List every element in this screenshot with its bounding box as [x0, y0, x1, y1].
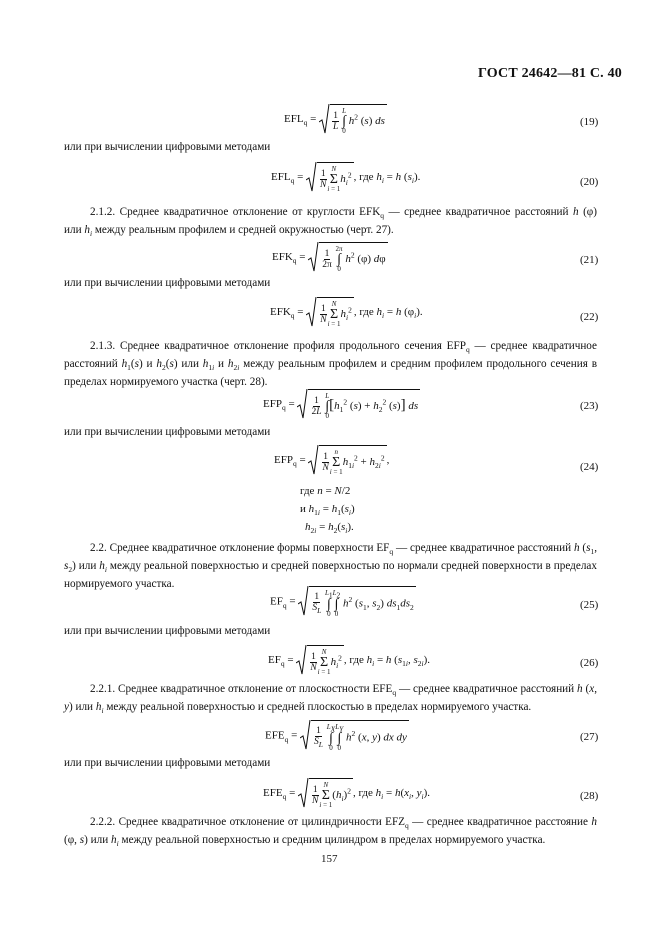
equation-number-19: (19) — [580, 116, 599, 128]
equation-number-24: (24) — [580, 461, 599, 473]
equation-number-27: (27) — [580, 731, 599, 743]
text-digital-methods-4: или при вычислении цифровыми методами — [64, 625, 271, 637]
equation-number-26: (26) — [580, 657, 599, 669]
paragraph-2-1-2: 2.1.2. Среднее квадратичное отклонение от круглости $EFK_q$ — среднее квадратичное расстояний h (φ) или $h_i$ между реальным профилем и средней окружностью (черт. 27). — [64, 206, 597, 239]
paragraph-2-1-3: 2.1.3. Среднее квадратичное отклонение профиля продольного сечения $EFP_q$ — среднее квадратичное расстояний $h_1(s)$ и $h_2(s)$ или $h_{1i}$ и $h_{2i}$ между реальным профилем и средним профилем продольного сечения в пределах нормируемого участка (черт. 28). — [64, 340, 597, 389]
equation-22: $EFK_q$ = $\frac{1}{N}$ N Σ i = 1 $h_i^2$ , где $h_i = h$ $(\varphi_i)$. — [270, 297, 423, 328]
equation-25: $EF_q$ = $\frac{1}{S_L}$ $L_1$ ∫ 0 $L_2$ ∫ 0 $h^2$ ($s_1$, $s_2$) $ds_1ds_2$ — [270, 586, 416, 618]
where-n-equals: где n = N/2 — [300, 485, 351, 497]
and-h1-equals: и $h_{1i} = h_1(s_i)$ — [300, 503, 355, 518]
page-header: ГОСТ 24642—81 С. 40 — [478, 66, 622, 81]
paragraph-2-2-2: 2.2.2. Среднее квадратичное отклонение от цилиндричности $EFZ_q$ — среднее квадратичное расстояние h (φ, s) или $h_i$ между реальной поверхностью и средним цилиндром в пределах нормируемого участка. — [64, 816, 597, 849]
equation-19: $EFL_q$ = $\frac{1}{L}$ L ∫ 0 $h^2$ (s) ds — [284, 104, 387, 135]
equation-number-23: (23) — [580, 400, 599, 412]
equation-28: $EFE_q$ = $\frac{1}{N}$ N Σ i = 1 $(h_i)^2$ , где $h_i = h(x_i$, $y_i$). — [263, 778, 430, 809]
text-digital-methods-3: или при вычислении цифровыми методами — [64, 426, 271, 438]
text-digital-methods-2: или при вычислении цифровыми методами — [64, 277, 271, 289]
equation-27: $EFE_q$ = $\frac{1}{S_L}$ $L_X$ ∫ 0 $L_Y$ ∫ 0 $h^2$ (x, y) dx dy — [265, 720, 409, 752]
equation-23: $EFP_q$ = $\frac{1}{2L}$ L ∫ 0 [$h_1^2$ $(s) + h_2^2$ (s)] ds — [263, 389, 420, 420]
text-digital-methods-5: или при вычислении цифровыми методами — [64, 757, 271, 769]
equation-21: $EFK_q$ = $\frac{1}{2\pi}$ 2π ∫ 0 $h^2$ (φ) dφ — [272, 242, 388, 273]
equation-number-20: (20) — [580, 176, 599, 188]
equation-number-22: (22) — [580, 311, 599, 323]
text-digital-methods-1: или при вычислении цифровыми методами — [64, 141, 271, 153]
equation-24: $EFP_q$ = $\frac{1}{N}$ n Σ i = 1 $h_{1i}^2 + h_{2i}^2$ , — [274, 445, 389, 476]
page-number: 157 — [321, 853, 338, 865]
paragraph-2-2-1: 2.2.1. Среднее квадратичное отклонение от плоскостности $EFE_q$ — среднее квадратичное расстояний h (x, y) или $h_i$ между реальной поверхностью и средней плоскостью в пределах нормируемого участка. — [64, 683, 598, 716]
equation-26: $EF_q$ = $\frac{1}{N}$ N Σ i = 1 $h_i^2$ , где $h_i = h$ ($s_{1i}$, $s_{2i}$). — [268, 645, 430, 676]
equation-number-25: (25) — [580, 599, 599, 611]
equation-number-28: (28) — [580, 790, 599, 802]
paragraph-2-2: 2.2. Среднее квадратичное отклонение формы поверхности $EF_q$ — среднее квадратичное расстояний h ($s_1$, $s_2$) или $h_i$ между реальной поверхностью и средней поверхностью по нормали средней поверхности в пределах нормируемого участка. — [64, 542, 598, 591]
equation-20: $EFL_q$ = $\frac{1}{N}$ N Σ i = 1 $h_i^2$ , где $h_i = h$ $(s_i)$. — [271, 162, 420, 193]
equation-number-21: (21) — [580, 254, 599, 266]
h2-equals: $h_{2i} = h_2(s_i)$. — [305, 521, 354, 536]
